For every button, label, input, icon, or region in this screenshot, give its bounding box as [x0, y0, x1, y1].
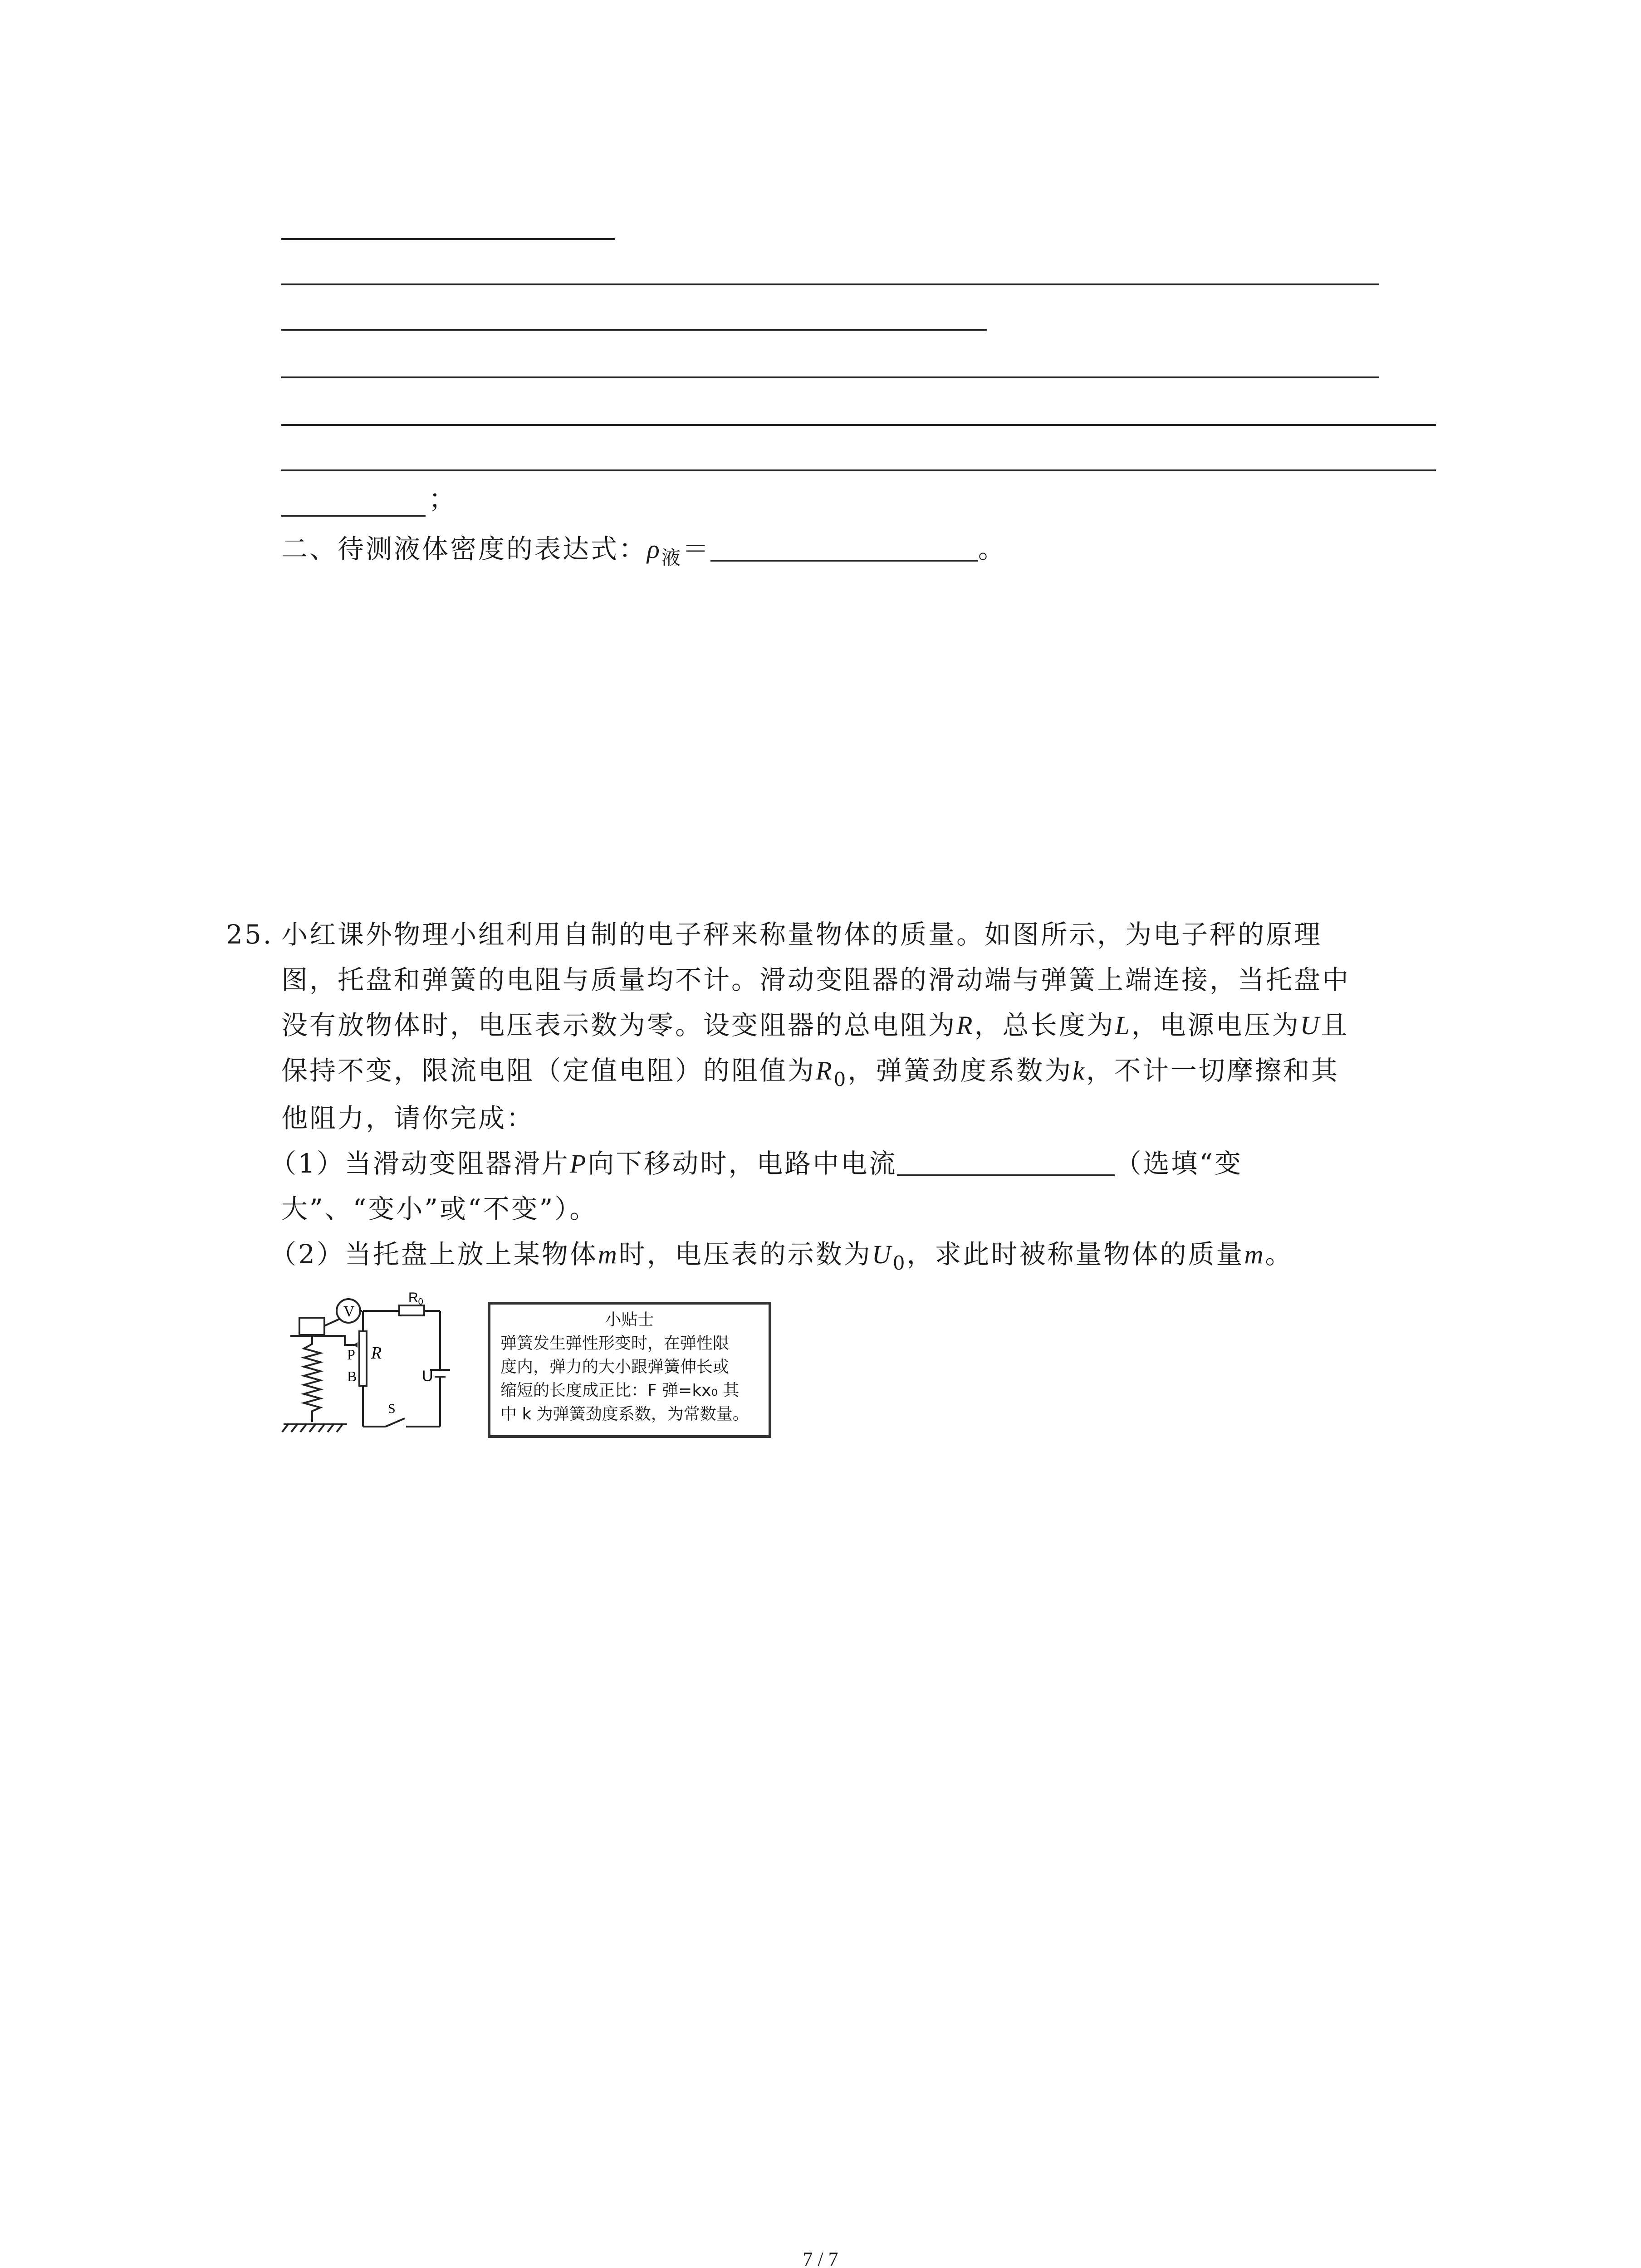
density-expression-line — [281, 531, 1006, 576]
var-P: P — [569, 1149, 588, 1178]
subquestion-1-line-1 — [270, 1145, 1243, 1182]
switch — [386, 1418, 405, 1427]
var-U: U — [1300, 1011, 1321, 1040]
tip-line-2: 度内，弹力的大小跟弹簧伸长或 — [500, 1358, 730, 1376]
subquestion-1-a: （1）当滑动变阻器滑片 — [270, 1148, 570, 1179]
answer-line-4[interactable] — [281, 376, 1379, 378]
label-P: P — [347, 1346, 355, 1363]
subquestion-2-b: 时，电压表的示数为 — [618, 1239, 872, 1270]
var-L: L — [1115, 1011, 1132, 1040]
question-line-2: 图，托盘和弹簧的电阻与质量均不计。滑动变阻器的滑动端与弹簧上端连接，当托盘中 — [281, 964, 1351, 995]
question-line-4-a: 保持不变，限流电阻（定值电阻）的阻值为 — [281, 1055, 816, 1086]
label-V: V — [343, 1303, 355, 1320]
tip-line-1: 弹簧发生弹性形变时，在弹性限 — [500, 1334, 730, 1353]
label-B: B — [347, 1368, 357, 1384]
question-line-3-b: ，总长度为 — [974, 1010, 1115, 1041]
question-line-1: 小红课外物理小组利用自制的电子秤来称量物体的质量。如图所示，为电子秤的原理 — [281, 919, 1323, 950]
rho-symbol: ρ — [647, 534, 661, 564]
answer-line-2[interactable] — [281, 284, 1379, 285]
answer-line-3[interactable] — [281, 329, 987, 331]
tip-line-3: 缩短的长度成正比：F 弹=kx₀ 其 — [500, 1381, 740, 1400]
label-S: S — [388, 1401, 396, 1416]
var-m-end: m — [1244, 1240, 1265, 1269]
var-U0: U — [872, 1240, 893, 1269]
question-number: 25. — [226, 919, 274, 950]
subquestion-2-c: ，求此时被称量物体的质量 — [906, 1239, 1244, 1270]
var-U0-subscript: 0 — [892, 1252, 907, 1274]
var-k: k — [1073, 1056, 1086, 1085]
current-answer-blank[interactable] — [897, 1147, 1115, 1176]
question-line-3-d: 且 — [1321, 1010, 1349, 1041]
var-m: m — [598, 1240, 619, 1269]
question-line-5: 他阻力，请你完成： — [281, 1103, 535, 1134]
tip-line-4: 中 k 为弹簧劲度系数，为常数量。 — [500, 1405, 749, 1423]
question-line-4-c: ，不计一切摩擦和其 — [1086, 1055, 1339, 1086]
tray — [299, 1318, 324, 1335]
answer-semicolon: ； — [429, 484, 457, 514]
subquestion-1-line-2: 大”、“变小”或“不变”）。 — [281, 1193, 598, 1224]
question-line-4-b: ，弹簧劲度系数为 — [847, 1055, 1073, 1086]
subquestion-2-d: 。 — [1265, 1239, 1293, 1270]
resistor-R0 — [399, 1305, 424, 1315]
answer-line-5[interactable] — [281, 424, 1436, 426]
question-line-4 — [281, 1052, 1339, 1098]
tip-title: 小贴士 — [605, 1310, 654, 1329]
density-period: 。 — [978, 533, 1006, 564]
rho-subscript: 液 — [661, 547, 682, 569]
page-number: 7 / 7 — [803, 2248, 838, 2268]
spring — [304, 1336, 320, 1422]
question-line-3 — [281, 1007, 1349, 1044]
var-R: R — [956, 1011, 975, 1040]
ground-hatch — [282, 1424, 343, 1432]
subquestion-1-b: 向下移动时，电路中电流 — [588, 1148, 897, 1179]
answer-line-1[interactable] — [281, 238, 615, 240]
density-expression-label: 二、待测液体密度的表达式： — [281, 533, 647, 564]
circuit-diagram — [277, 1290, 476, 1445]
answer-line-7[interactable] — [281, 515, 426, 517]
var-R0: R — [816, 1056, 834, 1085]
rheostat — [359, 1331, 367, 1386]
question-line-3-c: ，电源电压为 — [1131, 1010, 1300, 1041]
density-answer-blank[interactable] — [710, 533, 978, 562]
subquestion-2-a: （2）当托盘上放上某物体 — [270, 1239, 598, 1270]
label-R: R — [371, 1344, 382, 1363]
question-line-3-a: 没有放物体时，电压表示数为零。设变阻器的总电阻为 — [281, 1010, 957, 1041]
answer-line-6[interactable] — [281, 469, 1436, 471]
label-U: U — [422, 1368, 433, 1385]
subquestion-1-c: （选填“变 — [1115, 1148, 1243, 1179]
tip-box — [488, 1302, 771, 1438]
label-R0: $R_0$ — [408, 1290, 423, 1307]
equals-sign: ＝ — [682, 533, 710, 564]
var-R0-subscript: 0 — [833, 1068, 848, 1090]
subquestion-2-line — [270, 1236, 1293, 1281]
